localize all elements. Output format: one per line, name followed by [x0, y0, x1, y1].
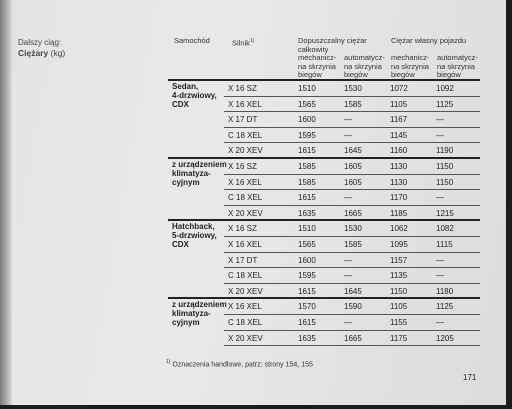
- weight-cell: 1510: [298, 84, 316, 93]
- weight-cell: 1105: [390, 99, 408, 109]
- weight-cell: 1125: [436, 99, 454, 109]
- header-auto-2: automatycz- na skrzynia biegów: [437, 53, 478, 79]
- engine-cell: C 18 XEL: [228, 317, 263, 327]
- engine-cell: C 18 XEL: [228, 130, 263, 140]
- weight-cell: 1615: [298, 193, 316, 203]
- table-row: [168, 284, 480, 300]
- weight-cell: 1565: [298, 99, 316, 109]
- engine-cell: X 20 XEV: [228, 286, 263, 296]
- weight-cell: 1585: [344, 239, 362, 249]
- weight-cell: 1150: [436, 177, 454, 187]
- side-heading: [18, 38, 65, 58]
- weight-cell: 1125: [436, 302, 454, 312]
- weight-cell: 1565: [298, 239, 316, 249]
- header-ciezar-wlasny: Ciężar własny pojazdu: [391, 36, 467, 45]
- weight-cell: 1062: [390, 224, 408, 234]
- weight-cell: 1095: [390, 239, 408, 249]
- weight-cell: 1105: [390, 302, 408, 312]
- weight-cell: —: [436, 115, 444, 125]
- weight-cell: —: [344, 317, 352, 327]
- group-label-hatchback-ac: z urządzeniem klimatyza- cyjnym: [172, 300, 227, 328]
- weight-cell: 1130: [390, 161, 408, 171]
- header-dopuszczalny: Dopuszczalny ciężar całkowity: [298, 36, 367, 54]
- engine-cell: X 16 XEL: [228, 99, 262, 109]
- header-mech-2: mechanicz- na skrzynia biegów: [391, 53, 430, 79]
- weight-cell: —: [344, 115, 352, 125]
- weight-cell: 1082: [436, 224, 454, 234]
- weight-cell: 1072: [390, 84, 408, 93]
- table-row: [168, 143, 480, 159]
- weight-cell: 1530: [344, 84, 362, 93]
- table-row: [168, 253, 480, 269]
- weight-cell: 1190: [436, 146, 454, 156]
- weight-cell: 1570: [298, 302, 316, 312]
- side-title: Ciężary (kg): [18, 48, 66, 58]
- header-auto-1: automatycz- na skrzynia biegów: [344, 53, 385, 79]
- weight-cell: —: [344, 271, 352, 281]
- engine-cell: C 18 XEL: [228, 193, 263, 203]
- weight-cell: 1590: [344, 302, 362, 312]
- weight-cell: 1585: [298, 161, 316, 171]
- weight-cell: 1155: [390, 317, 408, 327]
- weight-cell: 1615: [298, 286, 316, 296]
- weight-cell: —: [436, 317, 444, 327]
- weight-cell: 1205: [436, 333, 454, 343]
- weight-cell: 1160: [390, 146, 408, 156]
- weight-cell: 1157: [390, 255, 408, 265]
- weight-cell: 1600: [298, 115, 316, 125]
- weight-cell: 1665: [344, 208, 362, 218]
- weight-cell: —: [344, 255, 352, 265]
- weight-cell: 1615: [298, 317, 316, 327]
- engine-cell: X 16 SZ: [228, 224, 257, 234]
- engine-cell: X 16 XEL: [228, 239, 262, 249]
- group-label-sedan-ac: z urządzeniem klimatyza- cyjnym: [172, 160, 227, 188]
- weight-cell: 1635: [298, 208, 316, 218]
- weight-cell: 1145: [390, 130, 408, 140]
- engine-cell: C 18 XEL: [228, 271, 263, 281]
- group-label-hatchback: Hatchback, 5-drzwiowy, CDX: [172, 222, 217, 250]
- weight-cell: 1150: [436, 161, 454, 171]
- header-silnik: Silnik$^{1)}$: [232, 38, 255, 48]
- weight-cell: 1595: [298, 271, 316, 281]
- page-gutter-shadow: [0, 0, 12, 405]
- table-row: [168, 206, 480, 222]
- row-divider: [224, 345, 480, 346]
- header-samochod: Samochód: [174, 36, 210, 45]
- weight-cell: 1600: [298, 255, 316, 265]
- weight-cell: 1185: [390, 208, 408, 218]
- weight-cell: 1170: [390, 193, 408, 203]
- weight-cell: —: [436, 255, 444, 265]
- engine-cell: X 16 XEL: [228, 302, 262, 312]
- group-label-sedan: Sedan, 4-drzwiowy, CDX: [172, 82, 217, 110]
- footnote: $^{1)}$ Oznaczenia handlowe, patrz: strony 154, 155: [166, 359, 313, 369]
- weight-cell: 1615: [298, 146, 316, 156]
- engine-cell: X 17 DT: [228, 115, 258, 125]
- weight-cell: 1605: [344, 177, 362, 187]
- weight-cell: 1530: [344, 224, 362, 234]
- page-number: 171: [463, 373, 477, 382]
- engine-cell: X 20 XEV: [228, 333, 263, 343]
- weight-cell: 1130: [390, 177, 408, 187]
- weight-cell: 1135: [390, 271, 408, 281]
- table-row: [168, 112, 480, 128]
- table-row: [168, 128, 480, 144]
- weight-cell: —: [436, 193, 444, 203]
- table-row: [168, 331, 480, 347]
- weight-cell: —: [436, 130, 444, 140]
- weight-cell: —: [344, 193, 352, 203]
- weight-cell: 1167: [390, 115, 408, 125]
- engine-cell: X 17 DT: [228, 255, 258, 265]
- weight-cell: —: [436, 271, 444, 281]
- engine-cell: X 20 XEV: [228, 208, 263, 218]
- weight-cell: 1645: [344, 146, 362, 156]
- weight-cell: 1635: [298, 333, 316, 343]
- weight-cell: 1585: [344, 99, 362, 109]
- weight-cell: 1115: [436, 239, 453, 249]
- weight-cell: 1092: [436, 84, 454, 93]
- weight-cell: 1605: [344, 161, 362, 171]
- weight-cell: 1175: [390, 333, 408, 343]
- header-mech-1: mechanicz- na skrzynia biegów: [298, 53, 337, 79]
- weight-cell: 1595: [298, 130, 316, 140]
- weight-cell: 1180: [436, 286, 454, 296]
- side-continued-label: Dalszy ciąg:: [18, 38, 62, 47]
- weight-cell: 1665: [344, 333, 362, 343]
- engine-cell: X 16 SZ: [228, 161, 257, 171]
- weight-cell: 1150: [390, 286, 408, 296]
- table-row: [168, 190, 480, 206]
- table-row: [168, 268, 480, 284]
- weight-cell: 1510: [298, 224, 316, 234]
- weight-cell: 1645: [344, 286, 362, 296]
- engine-cell: X 16 SZ: [228, 84, 257, 93]
- engine-cell: X 16 XEL: [228, 177, 262, 187]
- engine-cell: X 20 XEV: [228, 146, 263, 156]
- weight-cell: 1585: [298, 177, 316, 187]
- weight-cell: —: [344, 130, 352, 140]
- weight-cell: 1215: [436, 208, 454, 218]
